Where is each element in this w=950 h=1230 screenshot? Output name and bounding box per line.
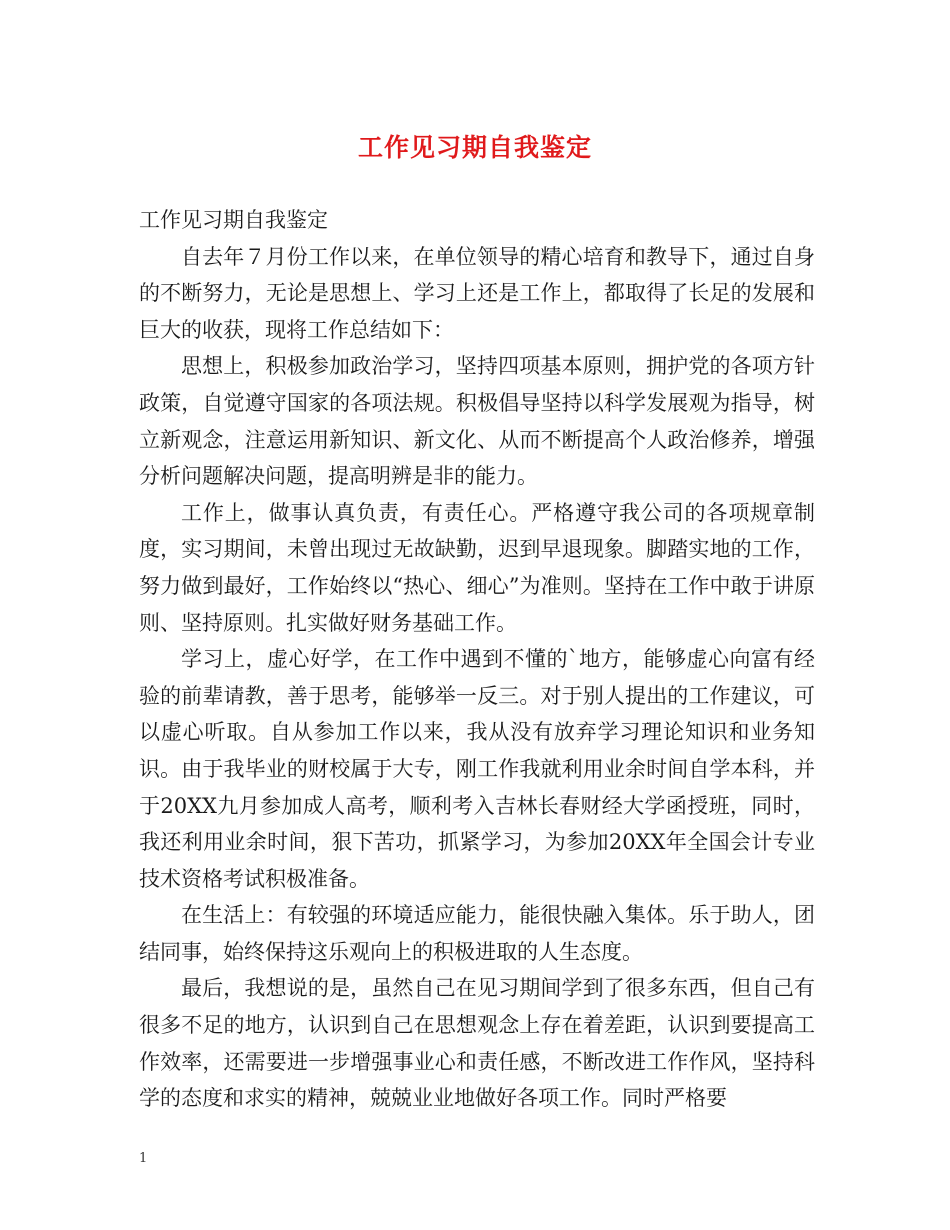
paragraph-conclusion: 最后，我想说的是，虽然自己在见习期间学到了很多东西，但自己有很多不足的地方，认识到自己在思想观念上存在着差距，认识到要提高工作效率，还需要进一步增强事业心和责任感，不断改进工作作风，坚持科学的态度和求实的精神，兢兢业业地做好各项工作。同时严格要 (139, 976, 815, 1111)
paragraph-thought: 思想上，积极参加政治学习，坚持四项基本原则，拥护党的各项方针政策，自觉遵守国家的各项法规。积极倡导坚持以科学发展观为指导，树立新观念，注意运用新知识、新文化、从而不断提高个人政治修养，增强分析问题解决问题，提高明辨是非的能力。 (139, 354, 815, 489)
paragraph-intro: 自去年７月份工作以来，在单位领导的精心培育和教导下，通过自身的不断努力，无论是思想上、学习上还是工作上，都取得了长足的发展和巨大的收获，现将工作总结如下： (139, 244, 815, 342)
document-title: 工作见习期自我鉴定 (357, 133, 592, 162)
paragraph-work: 工作上，做事认真负责，有责任心。严格遵守我公司的各项规章制度，实习期间，未曾出现过无故缺勤，迟到早退现象。脚踏实地的工作，努力做到最好，工作始终以“热心、细心”为准则。坚持在工作中敢于讲原则、坚持原则。扎实做好财务基础工作。 (139, 500, 815, 635)
document-body (139, 202, 815, 1117)
document-subtitle: 工作见习期自我鉴定 (139, 208, 328, 232)
paragraph-life: 在生活上：有较强的环境适应能力，能很快融入集体。乐于助人，团结同事，始终保持这乐观向上的积极进取的人生态度。 (139, 903, 815, 964)
paragraph-study: 学习上，虚心好学，在工作中遇到不懂的`地方，能够虚心向富有经验的前辈请教，善于思考，能够举一反三。对于别人提出的工作建议，可以虚心听取。自从参加工作以来，我从没有放弃学习理论知识和业务知识。由于我毕业的财校属于大专，刚工作我就利用业余时间自学本科，并于20XX九月参加成人高考，顺利考入吉林长春财经大学函授班，同时，我还利用业余时间，狠下苦功，抓紧学习，为参加20XX年全国会计专业技术资格考试积极准备。 (139, 647, 815, 891)
page-number: 1 (139, 1151, 148, 1166)
